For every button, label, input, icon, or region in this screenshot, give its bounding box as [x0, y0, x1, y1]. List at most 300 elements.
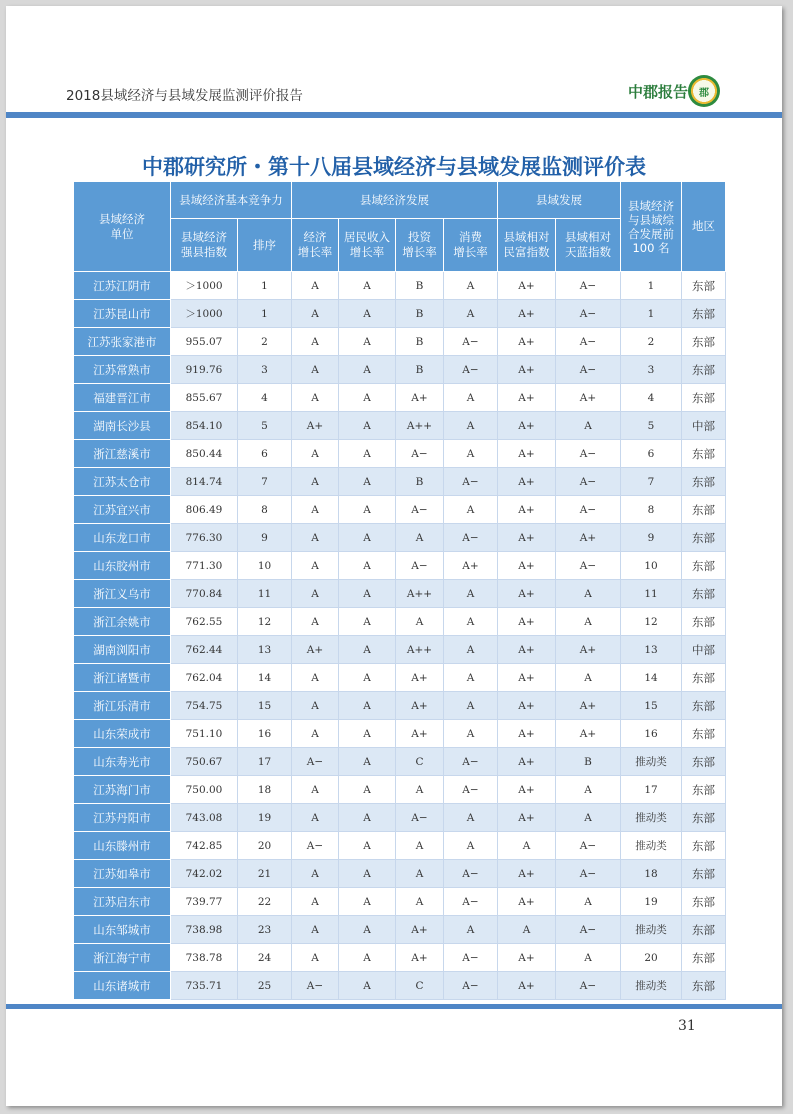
invest-growth-cell: A+ — [396, 720, 444, 748]
econ-growth-cell: A — [292, 328, 339, 356]
header-income-growth: 居民收入 增长率 — [339, 219, 396, 272]
blue-sky-index-cell: A− — [556, 300, 621, 328]
table-row — [74, 300, 726, 328]
wealth-index-cell: A+ — [498, 412, 556, 440]
income-growth-cell: A — [339, 776, 396, 804]
top100-rank-cell: 16 — [621, 720, 682, 748]
top100-rank-cell: 9 — [621, 524, 682, 552]
econ-growth-cell: A — [292, 664, 339, 692]
table-row — [74, 496, 726, 524]
econ-growth-cell: A — [292, 860, 339, 888]
strength-index-cell: 742.85 — [171, 832, 238, 860]
blue-sky-index-cell: A− — [556, 552, 621, 580]
consume-growth-cell: A — [444, 496, 498, 524]
blue-sky-index-cell: A− — [556, 496, 621, 524]
table-row — [74, 328, 726, 356]
blue-sky-index-cell: A+ — [556, 636, 621, 664]
strength-index-cell: 771.30 — [171, 552, 238, 580]
table-row — [74, 776, 726, 804]
wealth-index-cell: A+ — [498, 888, 556, 916]
income-growth-cell: A — [339, 860, 396, 888]
brand-name: 中郡报告 — [628, 83, 689, 101]
header-blue-sky-index: 县域相对 天蓝指数 — [556, 219, 621, 272]
rank-cell: 16 — [238, 720, 292, 748]
income-growth-cell: A — [339, 356, 396, 384]
strength-index-cell: 762.44 — [171, 636, 238, 664]
invest-growth-cell: B — [396, 328, 444, 356]
county-name-cell: 江苏丹阳市 — [74, 804, 171, 832]
header-index: 县域经济 强县指数 — [171, 219, 238, 272]
table-row — [74, 384, 726, 412]
invest-growth-cell: A− — [396, 804, 444, 832]
strength-index-cell: 762.55 — [171, 608, 238, 636]
wealth-index-cell: A+ — [498, 552, 556, 580]
rank-cell: 17 — [238, 748, 292, 776]
consume-growth-cell: A — [444, 804, 498, 832]
invest-growth-cell: A++ — [396, 580, 444, 608]
table-row — [74, 552, 726, 580]
table-row — [74, 692, 726, 720]
rank-cell: 20 — [238, 832, 292, 860]
consume-growth-cell: A− — [444, 748, 498, 776]
table-row — [74, 468, 726, 496]
wealth-index-cell: A+ — [498, 748, 556, 776]
region-cell: 东部 — [682, 440, 726, 468]
county-name-cell: 浙江余姚市 — [74, 608, 171, 636]
rank-cell: 24 — [238, 944, 292, 972]
wealth-index-cell: A+ — [498, 608, 556, 636]
header-rank: 排序 — [238, 219, 292, 272]
top100-rank-cell: 13 — [621, 636, 682, 664]
rank-cell: 12 — [238, 608, 292, 636]
income-growth-cell: A — [339, 608, 396, 636]
blue-sky-index-cell: A — [556, 888, 621, 916]
invest-growth-cell: C — [396, 748, 444, 776]
income-growth-cell: A — [339, 468, 396, 496]
rank-cell: 8 — [238, 496, 292, 524]
econ-growth-cell: A — [292, 524, 339, 552]
county-name-cell: 江苏太仓市 — [74, 468, 171, 496]
income-growth-cell: A — [339, 412, 396, 440]
income-growth-cell: A — [339, 552, 396, 580]
strength-index-cell: 738.98 — [171, 916, 238, 944]
wealth-index-cell: A+ — [498, 720, 556, 748]
logo-text: 郡 — [699, 87, 709, 99]
county-name-cell: 山东荣成市 — [74, 720, 171, 748]
strength-index-cell: 751.10 — [171, 720, 238, 748]
consume-growth-cell: A− — [444, 328, 498, 356]
econ-growth-cell: A — [292, 608, 339, 636]
top100-rank-cell: 推动类 — [621, 972, 682, 1000]
page-number: 31 — [678, 1018, 696, 1034]
table-title: 中郡研究所・第十八届县域经济与县域发展监测评价表 — [142, 155, 646, 179]
rank-cell: 5 — [238, 412, 292, 440]
brand-logo-icon — [688, 75, 720, 107]
rank-cell: 10 — [238, 552, 292, 580]
blue-sky-index-cell: A — [556, 664, 621, 692]
table-row — [74, 356, 726, 384]
top100-rank-cell: 推动类 — [621, 916, 682, 944]
income-growth-cell: A — [339, 440, 396, 468]
income-growth-cell: A — [339, 804, 396, 832]
blue-sky-index-cell: A− — [556, 468, 621, 496]
county-name-cell: 江苏启东市 — [74, 888, 171, 916]
invest-growth-cell: A+ — [396, 384, 444, 412]
region-cell: 东部 — [682, 300, 726, 328]
table-body — [74, 272, 726, 1000]
top100-rank-cell: 20 — [621, 944, 682, 972]
top100-rank-cell: 19 — [621, 888, 682, 916]
header-econ-growth: 经济 增长率 — [292, 219, 339, 272]
strength-index-cell: 919.76 — [171, 356, 238, 384]
blue-sky-index-cell: B — [556, 748, 621, 776]
consume-growth-cell: A− — [444, 860, 498, 888]
top100-rank-cell: 1 — [621, 300, 682, 328]
consume-growth-cell: A — [444, 720, 498, 748]
invest-growth-cell: A+ — [396, 944, 444, 972]
income-growth-cell: A — [339, 888, 396, 916]
top100-rank-cell: 1 — [621, 272, 682, 300]
invest-growth-cell: A — [396, 524, 444, 552]
strength-index-cell: 850.44 — [171, 440, 238, 468]
region-cell: 东部 — [682, 888, 726, 916]
county-name-cell: 江苏张家港市 — [74, 328, 171, 356]
table-row — [74, 888, 726, 916]
income-growth-cell: A — [339, 496, 396, 524]
econ-growth-cell: A — [292, 496, 339, 524]
wealth-index-cell: A+ — [498, 972, 556, 1000]
consume-growth-cell: A — [444, 692, 498, 720]
invest-growth-cell: A — [396, 888, 444, 916]
wealth-index-cell: A+ — [498, 328, 556, 356]
county-name-cell: 浙江慈溪市 — [74, 440, 171, 468]
invest-growth-cell: A− — [396, 440, 444, 468]
top100-rank-cell: 14 — [621, 664, 682, 692]
econ-growth-cell: A — [292, 944, 339, 972]
income-growth-cell: A — [339, 580, 396, 608]
region-cell: 东部 — [682, 608, 726, 636]
invest-growth-cell: B — [396, 300, 444, 328]
consume-growth-cell: A− — [444, 944, 498, 972]
top100-rank-cell: 4 — [621, 384, 682, 412]
table-row — [74, 608, 726, 636]
consume-growth-cell: A — [444, 440, 498, 468]
strength-index-cell: 955.07 — [171, 328, 238, 356]
table-row — [74, 804, 726, 832]
top100-rank-cell: 15 — [621, 692, 682, 720]
rank-cell: 21 — [238, 860, 292, 888]
header-unit: 县域经济 单位 — [74, 182, 171, 272]
county-name-cell: 山东诸城市 — [74, 972, 171, 1000]
econ-growth-cell: A — [292, 440, 339, 468]
table-row — [74, 720, 726, 748]
region-cell: 东部 — [682, 496, 726, 524]
county-name-cell: 浙江海宁市 — [74, 944, 171, 972]
wealth-index-cell: A+ — [498, 636, 556, 664]
econ-growth-cell: A− — [292, 972, 339, 1000]
blue-sky-index-cell: A — [556, 944, 621, 972]
strength-index-cell: 739.77 — [171, 888, 238, 916]
top100-rank-cell: 17 — [621, 776, 682, 804]
table-row — [74, 272, 726, 300]
econ-growth-cell: A− — [292, 748, 339, 776]
rank-cell: 2 — [238, 328, 292, 356]
blue-sky-index-cell: A− — [556, 832, 621, 860]
invest-growth-cell: A− — [396, 552, 444, 580]
county-name-cell: 浙江乐清市 — [74, 692, 171, 720]
top100-rank-cell: 10 — [621, 552, 682, 580]
region-cell: 东部 — [682, 916, 726, 944]
invest-growth-cell: B — [396, 272, 444, 300]
income-growth-cell: A — [339, 944, 396, 972]
strength-index-cell: 750.67 — [171, 748, 238, 776]
invest-growth-cell: A — [396, 776, 444, 804]
blue-sky-index-cell: A — [556, 412, 621, 440]
income-growth-cell: A — [339, 692, 396, 720]
region-cell: 东部 — [682, 524, 726, 552]
top100-rank-cell: 11 — [621, 580, 682, 608]
county-name-cell: 山东滕州市 — [74, 832, 171, 860]
header-wealth-index: 县域相对 民富指数 — [498, 219, 556, 272]
strength-index-cell: 750.00 — [171, 776, 238, 804]
county-name-cell: 山东邹城市 — [74, 916, 171, 944]
income-growth-cell: A — [339, 916, 396, 944]
top100-rank-cell: 6 — [621, 440, 682, 468]
invest-growth-cell: B — [396, 356, 444, 384]
econ-growth-cell: A — [292, 272, 339, 300]
strength-index-cell: 738.78 — [171, 944, 238, 972]
rank-cell: 3 — [238, 356, 292, 384]
top100-rank-cell: 12 — [621, 608, 682, 636]
top100-rank-cell: 7 — [621, 468, 682, 496]
blue-sky-index-cell: A− — [556, 356, 621, 384]
income-growth-cell: A — [339, 720, 396, 748]
consume-growth-cell: A — [444, 412, 498, 440]
rank-cell: 11 — [238, 580, 292, 608]
header-top100: 县域经济 与县域综 合发展前 100 名 — [621, 182, 682, 272]
region-cell: 东部 — [682, 272, 726, 300]
consume-growth-cell: A− — [444, 468, 498, 496]
strength-index-cell: 754.75 — [171, 692, 238, 720]
wealth-index-cell: A — [498, 916, 556, 944]
table-row — [74, 860, 726, 888]
consume-growth-cell: A — [444, 636, 498, 664]
rank-cell: 1 — [238, 300, 292, 328]
region-cell: 东部 — [682, 776, 726, 804]
econ-growth-cell: A — [292, 384, 339, 412]
income-growth-cell: A — [339, 328, 396, 356]
wealth-index-cell: A+ — [498, 692, 556, 720]
table-row — [74, 412, 726, 440]
strength-index-cell: ＞1000 — [171, 300, 238, 328]
rank-cell: 19 — [238, 804, 292, 832]
county-name-cell: 江苏江阴市 — [74, 272, 171, 300]
rank-cell: 6 — [238, 440, 292, 468]
econ-growth-cell: A — [292, 300, 339, 328]
econ-growth-cell: A — [292, 776, 339, 804]
econ-growth-cell: A — [292, 888, 339, 916]
rank-cell: 14 — [238, 664, 292, 692]
county-name-cell: 湖南长沙县 — [74, 412, 171, 440]
consume-growth-cell: A — [444, 664, 498, 692]
strength-index-cell: 776.30 — [171, 524, 238, 552]
rank-cell: 18 — [238, 776, 292, 804]
invest-growth-cell: A+ — [396, 916, 444, 944]
wealth-index-cell: A+ — [498, 804, 556, 832]
strength-index-cell: 762.04 — [171, 664, 238, 692]
consume-growth-cell: A+ — [444, 552, 498, 580]
footer-rule — [6, 1004, 782, 1009]
table-row — [74, 664, 726, 692]
county-name-cell: 江苏海门市 — [74, 776, 171, 804]
income-growth-cell: A — [339, 972, 396, 1000]
econ-growth-cell: A+ — [292, 412, 339, 440]
table-row — [74, 580, 726, 608]
consume-growth-cell: A — [444, 580, 498, 608]
strength-index-cell: 806.49 — [171, 496, 238, 524]
econ-growth-cell: A — [292, 692, 339, 720]
region-cell: 东部 — [682, 552, 726, 580]
econ-growth-cell: A− — [292, 832, 339, 860]
consume-growth-cell: A — [444, 300, 498, 328]
region-cell: 中部 — [682, 636, 726, 664]
wealth-index-cell: A+ — [498, 860, 556, 888]
invest-growth-cell: A — [396, 608, 444, 636]
region-cell: 东部 — [682, 468, 726, 496]
header-consume-growth: 消费 增长率 — [444, 219, 498, 272]
wealth-index-cell: A+ — [498, 524, 556, 552]
invest-growth-cell: A− — [396, 496, 444, 524]
region-cell: 东部 — [682, 804, 726, 832]
rank-cell: 25 — [238, 972, 292, 1000]
header-group-development: 县域发展 — [498, 182, 621, 219]
top100-rank-cell: 5 — [621, 412, 682, 440]
econ-growth-cell: A — [292, 580, 339, 608]
rank-cell: 15 — [238, 692, 292, 720]
blue-sky-index-cell: A+ — [556, 524, 621, 552]
blue-sky-index-cell: A− — [556, 972, 621, 1000]
wealth-index-cell: A+ — [498, 440, 556, 468]
income-growth-cell: A — [339, 272, 396, 300]
invest-growth-cell: A — [396, 860, 444, 888]
header-region: 地区 — [682, 182, 726, 272]
table-row — [74, 636, 726, 664]
blue-sky-index-cell: A− — [556, 272, 621, 300]
region-cell: 东部 — [682, 972, 726, 1000]
county-name-cell: 江苏昆山市 — [74, 300, 171, 328]
strength-index-cell: 742.02 — [171, 860, 238, 888]
region-cell: 东部 — [682, 720, 726, 748]
county-name-cell: 江苏宜兴市 — [74, 496, 171, 524]
county-name-cell: 山东寿光市 — [74, 748, 171, 776]
region-cell: 东部 — [682, 944, 726, 972]
wealth-index-cell: A+ — [498, 776, 556, 804]
county-name-cell: 山东胶州市 — [74, 552, 171, 580]
wealth-index-cell: A+ — [498, 496, 556, 524]
consume-growth-cell: A− — [444, 972, 498, 1000]
income-growth-cell: A — [339, 832, 396, 860]
county-name-cell: 江苏如皋市 — [74, 860, 171, 888]
invest-growth-cell: C — [396, 972, 444, 1000]
region-cell: 东部 — [682, 580, 726, 608]
top100-rank-cell: 3 — [621, 356, 682, 384]
invest-growth-cell: A++ — [396, 412, 444, 440]
region-cell: 东部 — [682, 664, 726, 692]
rank-cell: 13 — [238, 636, 292, 664]
report-page — [6, 6, 782, 1106]
econ-growth-cell: A — [292, 468, 339, 496]
table-row — [74, 524, 726, 552]
blue-sky-index-cell: A+ — [556, 720, 621, 748]
table-row — [74, 832, 726, 860]
top100-rank-cell: 推动类 — [621, 804, 682, 832]
rank-cell: 22 — [238, 888, 292, 916]
blue-sky-index-cell: A− — [556, 440, 621, 468]
top100-rank-cell: 2 — [621, 328, 682, 356]
table-row — [74, 748, 726, 776]
wealth-index-cell: A+ — [498, 356, 556, 384]
strength-index-cell: 855.67 — [171, 384, 238, 412]
report-running-title: 2018县域经济与县域发展监测评价报告 — [66, 88, 303, 104]
strength-index-cell: 735.71 — [171, 972, 238, 1000]
rank-cell: 9 — [238, 524, 292, 552]
header-group-economy: 县域经济发展 — [292, 182, 498, 219]
consume-growth-cell: A — [444, 384, 498, 412]
evaluation-table — [73, 181, 726, 1000]
consume-growth-cell: A− — [444, 524, 498, 552]
table-row — [74, 916, 726, 944]
county-name-cell: 湖南浏阳市 — [74, 636, 171, 664]
region-cell: 中部 — [682, 412, 726, 440]
invest-growth-cell: A+ — [396, 664, 444, 692]
income-growth-cell: A — [339, 636, 396, 664]
strength-index-cell: 854.10 — [171, 412, 238, 440]
blue-sky-index-cell: A — [556, 580, 621, 608]
county-name-cell: 江苏常熟市 — [74, 356, 171, 384]
blue-sky-index-cell: A — [556, 608, 621, 636]
top100-rank-cell: 18 — [621, 860, 682, 888]
strength-index-cell: 814.74 — [171, 468, 238, 496]
county-name-cell: 浙江义乌市 — [74, 580, 171, 608]
consume-growth-cell: A− — [444, 776, 498, 804]
county-name-cell: 山东龙口市 — [74, 524, 171, 552]
wealth-index-cell: A+ — [498, 664, 556, 692]
blue-sky-index-cell: A− — [556, 916, 621, 944]
strength-index-cell: ＞1000 — [171, 272, 238, 300]
income-growth-cell: A — [339, 664, 396, 692]
income-growth-cell: A — [339, 524, 396, 552]
region-cell: 东部 — [682, 692, 726, 720]
blue-sky-index-cell: A+ — [556, 692, 621, 720]
consume-growth-cell: A− — [444, 888, 498, 916]
rank-cell: 23 — [238, 916, 292, 944]
wealth-index-cell: A+ — [498, 272, 556, 300]
top100-rank-cell: 推动类 — [621, 748, 682, 776]
consume-growth-cell: A — [444, 608, 498, 636]
wealth-index-cell: A+ — [498, 384, 556, 412]
income-growth-cell: A — [339, 748, 396, 776]
table-row — [74, 440, 726, 468]
rank-cell: 4 — [238, 384, 292, 412]
rank-cell: 7 — [238, 468, 292, 496]
region-cell: 东部 — [682, 328, 726, 356]
region-cell: 东部 — [682, 860, 726, 888]
wealth-index-cell: A+ — [498, 468, 556, 496]
header-rule — [6, 112, 782, 118]
wealth-index-cell: A+ — [498, 944, 556, 972]
strength-index-cell: 770.84 — [171, 580, 238, 608]
income-growth-cell: A — [339, 300, 396, 328]
